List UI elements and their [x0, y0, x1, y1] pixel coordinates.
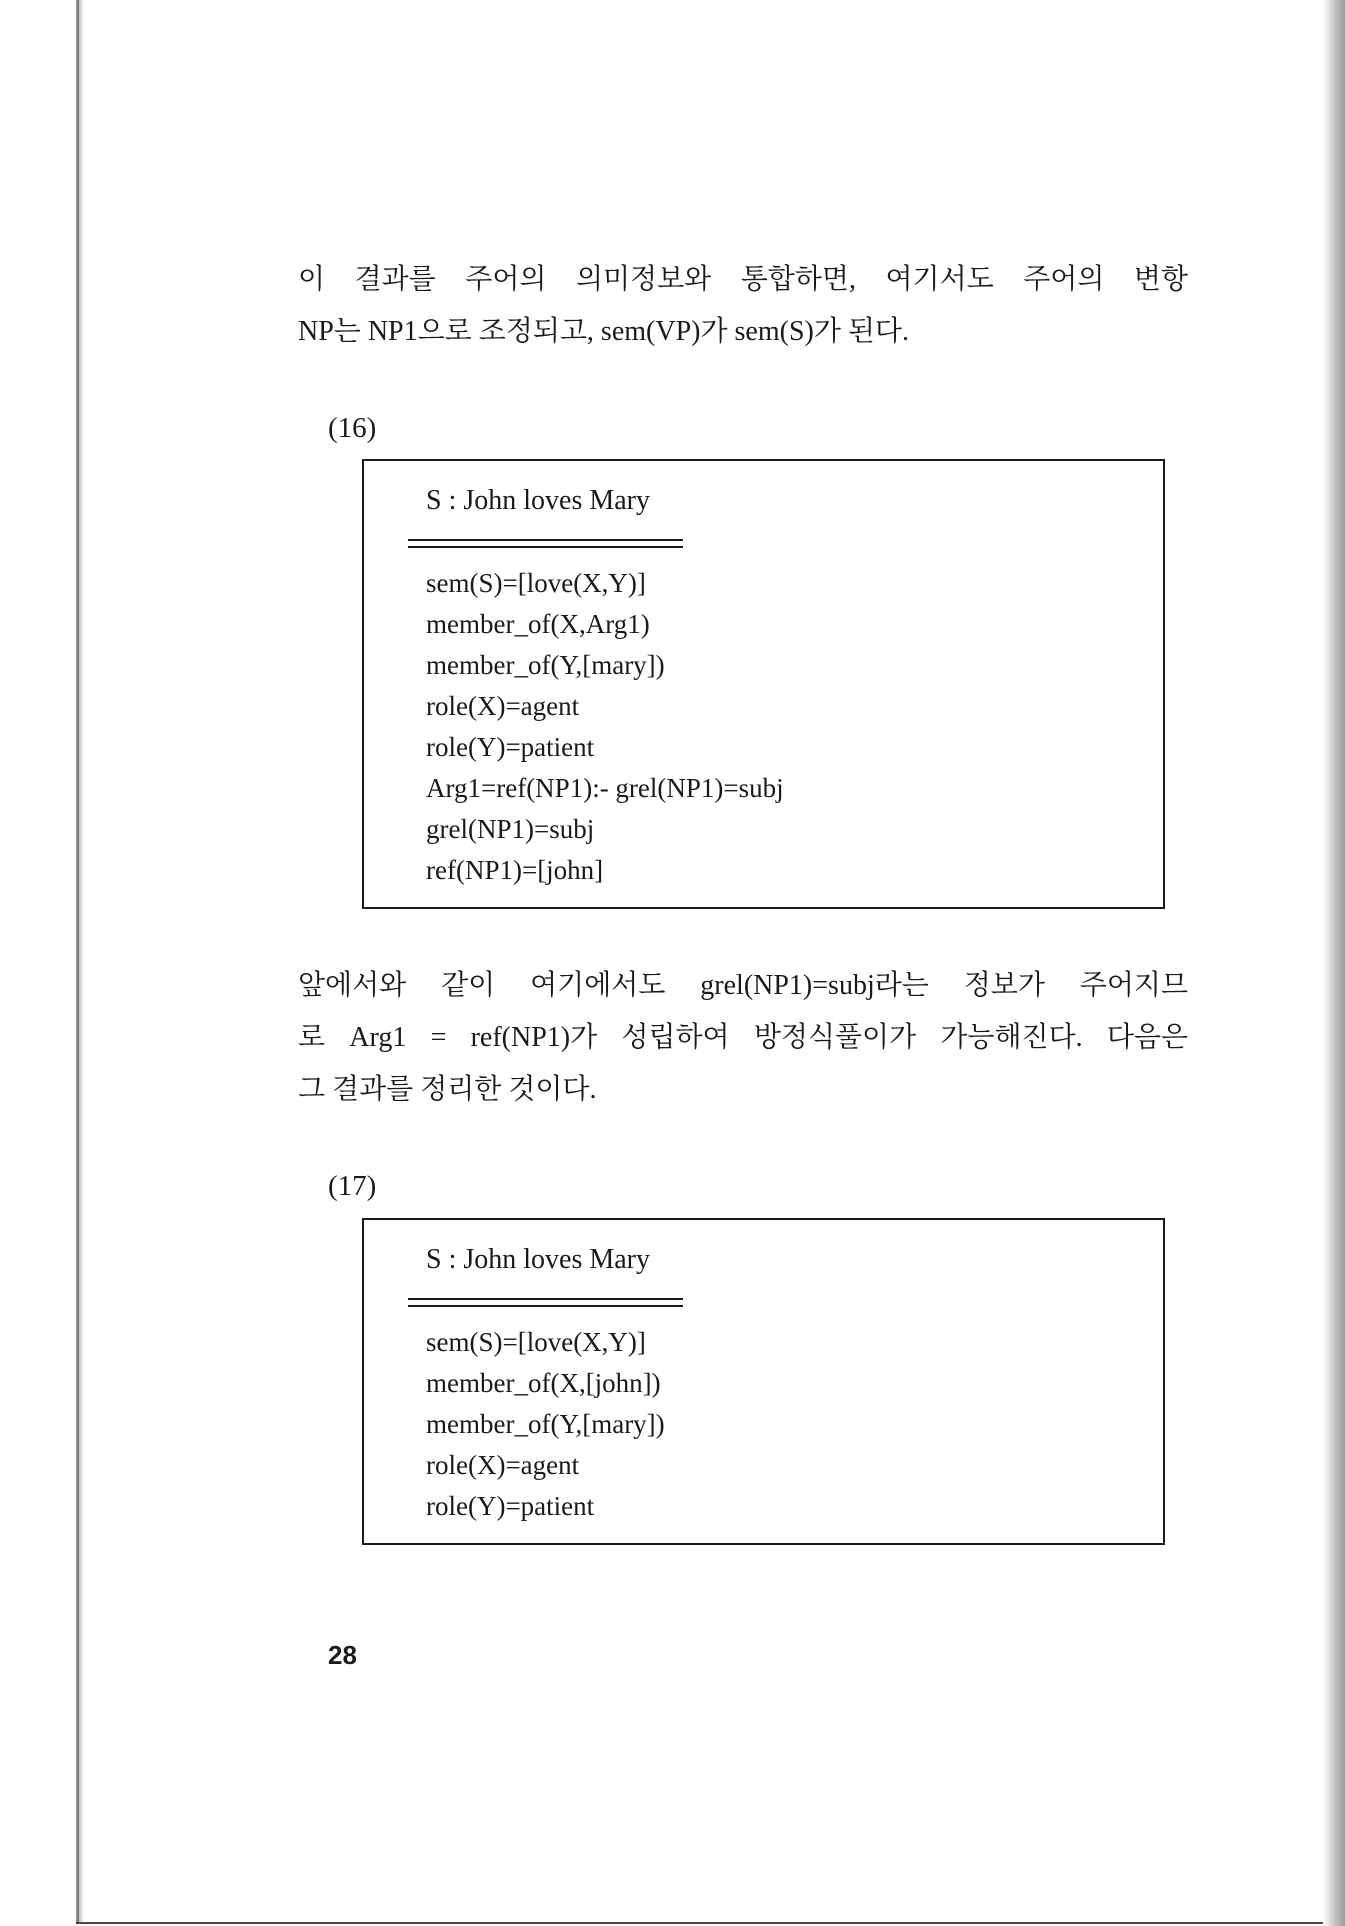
formula-line: sem(S)=[love(X,Y)] — [426, 1327, 646, 1357]
example-number-17: (17) — [328, 1170, 377, 1202]
example-box-17 — [362, 1218, 1165, 1545]
formula-line: member_of(Y,[mary]) — [426, 1409, 665, 1439]
paragraph-line: 이 결과를 주어의 의미정보와 통합하면, 여기서도 주어의 변항 — [298, 264, 1188, 295]
paragraph-line: 앞에서와 같이 여기에서도 grel(NP1)=subj라는 정보가 주어지므 — [298, 970, 1188, 1001]
example-box-16 — [362, 459, 1165, 909]
formula-line: role(X)=agent — [426, 1450, 580, 1480]
formula-line: role(Y)=patient — [426, 1491, 595, 1521]
page-edge-shadow — [1323, 0, 1345, 1926]
double-rule — [408, 539, 683, 548]
formula-line: member_of(X,[john]) — [426, 1368, 661, 1398]
formula-line: role(Y)=patient — [426, 732, 595, 762]
formula-line: grel(NP1)=subj — [426, 814, 595, 844]
paragraph-line: 그 결과를 정리한 것이다. — [298, 1074, 597, 1105]
page-number: 28 — [328, 1640, 357, 1670]
formula-line: member_of(Y,[mary]) — [426, 650, 665, 680]
example-number-16: (16) — [328, 412, 377, 444]
formula-line: ref(NP1)=[john] — [426, 855, 604, 885]
formula-line: member_of(X,Arg1) — [426, 609, 650, 639]
formula-line: sem(S)=[love(X,Y)] — [426, 568, 646, 598]
formula-list — [426, 1322, 665, 1527]
formula-line: Arg1=ref(NP1):- grel(NP1)=subj — [426, 773, 784, 803]
paragraph-line: 로 Arg1 = ref(NP1)가 성립하여 방정식풀이가 가능해진다. 다음은 — [298, 1022, 1188, 1053]
box-title: S : John loves Mary — [426, 1244, 650, 1275]
box-title: S : John loves Mary — [426, 485, 650, 516]
formula-list — [426, 563, 784, 891]
formula-line: role(X)=agent — [426, 691, 580, 721]
double-rule — [408, 1298, 683, 1307]
paragraph-line: NP는 NP1으로 조정되고, sem(VP)가 sem(S)가 된다. — [298, 316, 909, 347]
paragraph-intro — [298, 254, 1188, 358]
paragraph-explanation — [298, 960, 1188, 1116]
